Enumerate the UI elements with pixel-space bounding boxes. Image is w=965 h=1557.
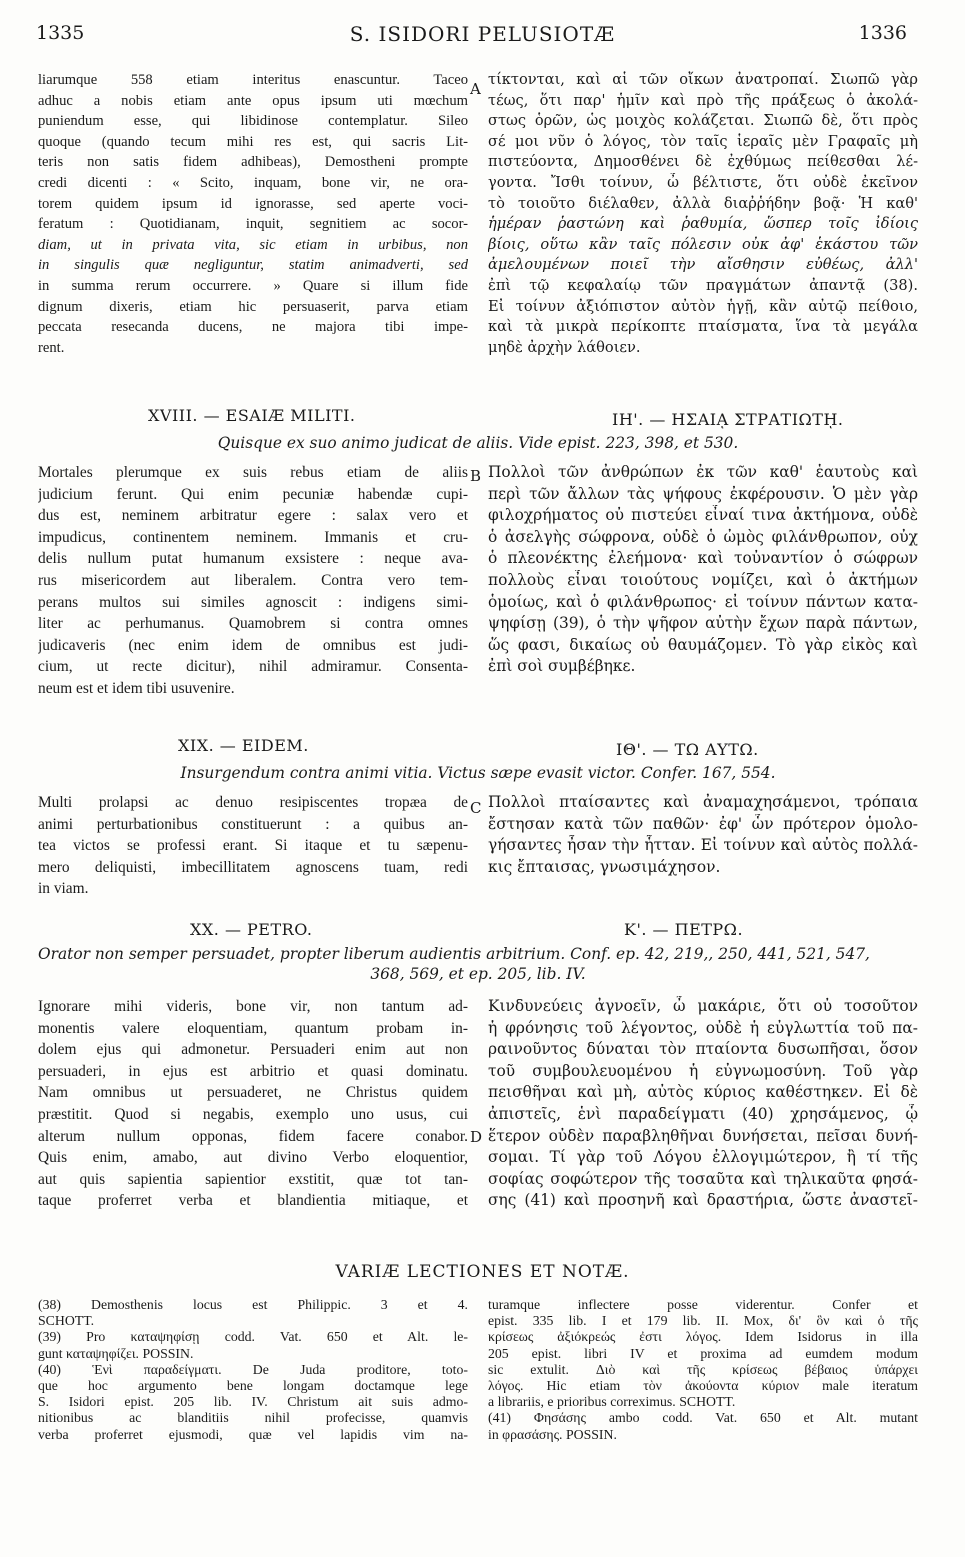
text-line: mero deliquisti, imbecillitatem agnoscens tuam, redi <box>38 858 468 876</box>
text-line: περὶ τῶν ἄλλων τὰς ψήφους ἐκφέρουσιν. Ὁ μὲν γὰρ <box>488 484 918 503</box>
text-line: dus est, neminem arbitratur egere : salax vero et <box>38 507 468 525</box>
note-line: a librariis, e prioribus correximus. SCHOTT. <box>488 1394 736 1410</box>
text-line: Πολλοὶ τῶν ἀνθρώπων ἐκ τῶν καθ' ἑαυτοὺς καὶ <box>488 463 918 481</box>
text-line: puniendum esse, qui libidinose contemplatur. Sileo <box>38 113 468 130</box>
letter-20-latin-heading: XX. — PETRO. <box>190 920 313 939</box>
text-line: ὁ ἀσελγὴς σώφρονα, οὐδὲ ὁ ὠμὸς φιλάνθρωπον, οὐχ <box>488 527 918 546</box>
letter-20-subtitle-line-1: Orator non semper persuadet, propter liberum audientis arbitrium. Conf. ep. 42, 219,, 250, 441, 521, 547, <box>38 945 870 963</box>
letter-20-subtitle <box>38 944 918 984</box>
text-line: rent. <box>38 339 65 356</box>
text-line: Πολλοὶ πταίσαντες καὶ ἀναμαχησάμενοι, τρόπαια <box>488 793 918 811</box>
note-line: verba proferret ejusmodi, quæ vel lapidis vim na- <box>38 1426 468 1442</box>
text-line: impudicus, continentem neminem. Immanis et cru- <box>38 528 468 546</box>
text-line: rus misericordem aut liberalem. Contra vero tem- <box>38 571 468 589</box>
section-marker-a: A <box>470 80 481 98</box>
letter-20-greek-text <box>488 996 918 1212</box>
notes-left-column <box>38 1297 468 1443</box>
letter-20-latin-text <box>38 996 468 1212</box>
text-line: σομαι. Τί γὰρ τοῦ Λόγου ἐλλογιμώτερον, ἢ τί τῆς <box>488 1148 918 1167</box>
text-line: aut quis sapientia sapientior exstitit, quæ tot tan- <box>38 1170 468 1188</box>
text-line: Quis enim, amabo, aut divino Verbo eloquentior, <box>38 1149 468 1167</box>
text-line: ἡ φρόνησις τοῦ λέγοντος, οὐδὲ ἡ εὐγλωττία τοῦ πα- <box>488 1018 918 1037</box>
text-line: πολλοὺς εἶναι τοιούτους νομίζει, καὶ ὁ ἀκτήμων <box>488 570 918 589</box>
text-line: teris non satis fidem adhibeas), Demostheni prompte <box>38 154 468 171</box>
text-line: ραινοῦντος δύναται τὸν πταίοντα δυσωπῆσαι, ὅσον <box>488 1040 918 1059</box>
letter-20-subtitle-line-2: 368, 569, et ep. 205, lib. IV. <box>370 965 586 983</box>
letter-18-greek-heading: ΙΗ'. — ΗΣΑΙᾼ ΣΤΡΑΤΙΩΤῌ. <box>612 410 844 429</box>
text-line: ὥς φασι, δικαίως οὐ θαυμάζομεν. Τὸ γὰρ εἰκὸς καὶ <box>488 635 918 654</box>
letter-18-subtitle: Quisque ex suo animo judicat de aliis. Vide epist. 223, 398, et 530. <box>217 434 739 452</box>
text-line: cium, ut recte dicitur), nihil admiramur. Consenta- <box>38 658 468 676</box>
letter-19-greek-text <box>488 792 918 878</box>
note-line: SCHOTT. <box>38 1313 95 1329</box>
text-line: tea victos se professi erant. Si itaque et tu sæpenu- <box>38 837 468 855</box>
text-line: perans multos sui similes agnoscit : indigens simi- <box>38 593 468 611</box>
note-line: 205 epist. libri IV et proxima ad eumdem modum <box>488 1345 918 1361</box>
page-header <box>0 22 965 52</box>
top-latin-column <box>38 70 468 358</box>
text-line: στως ὁρῶν, ὡς μοιχὸς κολάζεται. Σιωπῶ δὲ, ὅτι πρὸς <box>488 112 918 130</box>
note-line: κρίσεως ἀξιόκρεώς ἐστι λόγος. Idem Isidorus in illa <box>488 1329 918 1345</box>
note-line: que hoc argumento bene longam doctamque lege <box>38 1377 468 1393</box>
text-line: dolem ejus qui admonetur. Persuaderi enim aut non <box>38 1041 468 1059</box>
text-line: Εἰ τοίνυν ἀξιόπιστον αὐτὸν ἡγῇ, κἂν αὐτῷ πείθοιο, <box>488 297 918 315</box>
section-marker-d: D <box>470 1128 483 1146</box>
text-line: σέ μοι νῦν ὁ λόγος, τὸν ταῖς ἱεραῖς μὲν Γραφαῖς μὴ <box>488 132 918 150</box>
text-line: taque proferret verba et blandientia mitiaque, et <box>38 1192 468 1210</box>
text-line: ἕτερον οὐδὲν παραβληθῆναι δυνήσεται, πεῖσαι δυνή- <box>488 1126 918 1145</box>
letter-18-greek-text <box>488 462 918 678</box>
text-line: persuaderi, in ejus est arbitrio et quasi dominatu. <box>38 1062 468 1080</box>
page-number-left: 1335 <box>36 22 85 44</box>
text-line: ὁμοίως, καὶ ὁ φιλάνθρωπος· εἰ τοίνυν πάντων κατα- <box>488 592 918 611</box>
text-line: diam, ut in privata vita, sic etiam in urbibus, non <box>38 236 468 253</box>
text-line: ὁ πλεονέκτης ἐλεήμονα· καὶ τοὐναντίον ὁ σώφρων <box>488 549 918 568</box>
note-line: sic extulit. Διὸ καὶ τῆς κρίσεως βέβαιος ὑπάρχει <box>488 1361 918 1377</box>
text-line: peccata resecanda ducens, ne majora tibi impe- <box>38 319 468 336</box>
note-line: S. Isidori epist. 205 lib. IV. Christum ait suis admo- <box>38 1394 468 1410</box>
text-line: σης (41) καὶ προσηνῆ καὶ δραστήρια, ὥστε ἀναστεῖ- <box>488 1191 918 1210</box>
letter-19-latin-text <box>38 792 468 900</box>
note-line: gunt καταψηφίζει. POSSIN. <box>38 1345 194 1361</box>
text-line: ἐπὶ σοὶ συμβέβηκε. <box>488 657 636 676</box>
section-marker-b: B <box>470 467 482 485</box>
text-line: torem quidem ipsum id ignorasse, sed aperte voci- <box>38 195 468 212</box>
note-line: in φρασάσης. POSSIN. <box>488 1426 617 1442</box>
text-line: credi dicenti : « Scito, inquam, bone vir, ne ora- <box>38 174 468 191</box>
letter-20-greek-heading: Κ'. — ΠΕΤΡΩ. <box>624 920 744 939</box>
text-line: ἐπὶ τῷ κεφαλαίῳ τῶν πραγμάτων ἀπαντᾷ (38). <box>488 276 918 294</box>
note-line: (40) Ἑνὶ παραδείγματι. De Juda proditore, toto- <box>38 1361 468 1377</box>
note-line: (41) Φησάσης ambo codd. Vat. 650 et Alt. mutant <box>488 1410 918 1426</box>
text-line: neum est et idem tibi usuvenire. <box>38 679 235 697</box>
note-line: λόγος. Hic etiam τὸν ἀκούοντα κύριον male iteratum <box>488 1377 918 1393</box>
text-line: ἔστησαν κατὰ τῶν παθῶν· ἐφ' ὧν πρότερον ὁμολο- <box>488 814 918 833</box>
text-line: in viam. <box>38 880 89 898</box>
note-line: (38) Demosthenis locus est Philippic. 3 et 4. <box>38 1297 468 1312</box>
letter-19-latin-heading: XIX. — EIDEM. <box>178 736 309 755</box>
notes-right-column <box>488 1297 918 1443</box>
note-line: turamque inflectere posse viderentur. Confer et <box>488 1297 918 1312</box>
text-line: φιλοχρήματος οὐ πιστεύει εἶναί τινα ἀκτήμονα, οὐδὲ <box>488 506 918 525</box>
text-line: ἡμέραν ῥαστώνη καὶ ῥαθυμία, ὥσπερ τοῖς ἰδίοις <box>488 215 918 233</box>
text-line: τὸ τοιοῦτο διέλαθεν, ἀλλὰ διαῤῥήδην βοᾷ· Ἡ καθ' <box>488 194 918 212</box>
text-line: judicaveris (nec enim idem de omnibus est judi- <box>38 636 468 654</box>
text-line: adhuc a nobis etiam ante opus ipsum uti mœchum <box>38 92 468 109</box>
text-line: animi perturbationibus constituerunt : a quibus an- <box>38 815 468 833</box>
text-line: γοντα. Ἴσθι τοίνυν, ὦ βέλτιστε, ὅτι οὐδὲ ἐκεῖνον <box>488 173 918 191</box>
text-line: delis nullum putat humanum exsistere : neque ava- <box>38 550 468 568</box>
text-line: judicium ferunt. Qui enim pecuniæ habendæ cupi- <box>38 485 468 503</box>
letter-18-latin-heading: XVIII. — ESAIÆ MILITI. <box>148 406 356 425</box>
text-line: ἀμελουμένων ποιεῖ τὴν αἴσθησιν εὐθέως, ἀλλ' <box>488 256 918 274</box>
letter-18-latin-text <box>38 462 468 700</box>
text-line: feratum : Quotidianam, inquit, segnitiem ac socor- <box>38 216 468 233</box>
text-line: in singulis quæ negliguntur, statim animadverti, sed <box>38 257 468 274</box>
page-number-right: 1336 <box>858 22 907 44</box>
text-line: γήσαντες ἦσαν τὴν ἧτταν. Εἰ τοίνυν καὶ αὐτὸς πολλά- <box>488 836 918 855</box>
text-line: τίκτονται, καὶ αἱ τῶν οἴκων ἀνατροπαί. Σιωπῶ γὰρ <box>488 71 918 88</box>
text-line: Nam omnibus ut persuaderet, ne Christus quidem <box>38 1084 468 1102</box>
letter-19-subtitle: Insurgendum contra animi vitia. Victus sæpe evasit victor. Confer. 167, 554. <box>180 764 776 782</box>
text-line: alterum nullum opponas, fidem facere conabor. <box>38 1127 468 1145</box>
text-line: πεισθῆναι καὶ μὴ, αὐτὸς κύριος καθέστηκεν. Εἰ δὲ <box>488 1083 918 1102</box>
text-line: Κινδυνεύεις ἀγνοεῖν, ὦ μακάριε, ὅτι οὐ τοσοῦτον <box>488 997 918 1015</box>
top-greek-column <box>488 70 918 358</box>
text-line: τέως, ὅτι παρ' ἡμῖν καὶ πρὸ τῆς πράξεως ὁ ἀκολά- <box>488 91 918 109</box>
text-line: in summa rerum occurrere. » Quare si illum fide <box>38 277 468 294</box>
text-line: σοφίας σοφώτερον τῆς τοσαῦτα καὶ τηλικαῦτα φησά- <box>488 1169 918 1188</box>
text-line: πιστεύοντα, Δημοσθένει δὲ ἐχθύμως πείθεσθαι λέ- <box>488 153 918 171</box>
text-line: liter ac perhumanus. Quamobrem si contra omnes <box>38 615 468 633</box>
text-line: Multi prolapsi ac denuo resipiscentes tropæa de <box>38 794 468 811</box>
text-line: Mortales plerumque ex suis rebus etiam de aliis <box>38 464 468 481</box>
note-line: epist. 335 lib. I et 179 lib. II. Mox, δι' ὃν καὶ ὁ τῆς <box>488 1313 918 1329</box>
text-line: monentis valere eloquentiam, quantum probam in- <box>38 1019 468 1037</box>
text-line: ψηφίσῃ (39), ὁ τὴν ψῆφον αὐτὴν ἔχων παρὰ πάντων, <box>488 614 918 633</box>
section-marker-c: C <box>470 799 482 817</box>
text-line: quoque (quando tecum mihi res est, qui sacris Lit- <box>38 133 468 150</box>
note-line: (39) Pro καταψηφίσῃ codd. Vat. 650 et Alt. le- <box>38 1329 468 1345</box>
text-line: præstitit. Quod si negabis, exemplo uno usus, cui <box>38 1105 468 1123</box>
text-line: μηδὲ ἀρχὴν λάθοιεν. <box>488 338 641 356</box>
text-line: dignum dixeris, etiam hic persuaserit, parva etiam <box>38 298 468 315</box>
note-line: nitionibus ac blanditiis nihil profecisse, quamvis <box>38 1410 468 1426</box>
text-line: κις ἔπταισας, γνωσιμάχησον. <box>488 857 721 876</box>
text-line: βίοις, οὕτω κἂν ταῖς πόλεσιν οὐκ ἀφ' ἑκάστου τῶν <box>488 235 918 253</box>
notes-title: VARIÆ LECTIONES ET NOTÆ. <box>335 1262 630 1282</box>
running-title: S. ISIDORI PELUSIOTÆ <box>349 22 616 46</box>
text-line: liarumque 558 etiam interitus enascuntur. Taceo <box>38 72 468 88</box>
text-line: τοῦ συμβουλευομένου ἡ εὐγνωμοσύνη. Τοῦ γὰρ <box>488 1061 918 1080</box>
text-line: ἀπιστεῖς, ἑνὶ παραδείγματι (40) χρησάμενος, ᾧ <box>488 1104 918 1123</box>
text-line: Ignorare mihi videris, bone vir, non tantum ad- <box>38 998 468 1015</box>
letter-19-greek-heading: ΙΘ'. — ΤΩ ΑΥΤΩ. <box>616 740 759 759</box>
text-line: καὶ τὰ μικρὰ περίκοπτε πταίσματα, ἵνα τὰ μεγάλα <box>488 318 918 336</box>
